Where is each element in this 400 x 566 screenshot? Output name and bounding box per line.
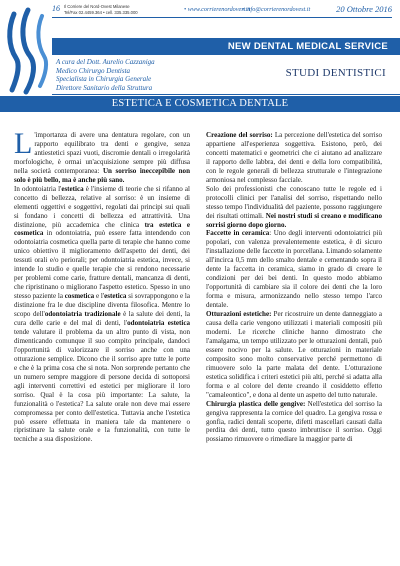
issue-date: 20 Ottobre 2016: [336, 4, 392, 14]
text-span: La percezione dell'estetica del sorriso appartiene all'esperienza soggettiva. Esistono, però, dei concetti matematici e geometrici che ci aiutano ad analizzare il rapporto delle labbra, dei denti e della loro compatibilità, con le regole generali di bellezza strutturale e l'integrazione armoniosa nel complesso facciale.: [206, 131, 382, 184]
emphasis-text: cosmetica: [64, 292, 95, 301]
emphasis-text: Nei nostri studi si creano e modificano sorrisi giorno dopo giorno.: [206, 211, 382, 229]
author-line-4: Direttore Sanitario della Struttura: [56, 83, 153, 92]
emphasis-text: estetica: [104, 292, 127, 301]
paragraph: [206, 131, 382, 185]
text-span: tende valutare il problema da un altro punto di vista, non dimenticando comunque il suo compito principale, dandoci l'opportunità di valorizzare il sorriso anche con una otturazione semplice. Dicono che il sorriso apre tutte le porte e che è la prima cosa che si nota. Non sorprende pertanto che un numero sempre maggiore di persone decida di sottoporsi agli interventi correttivi ed estetici per migliorare il loro sorriso. Qual è la cosa più importante: La salute, la funzionalità o l'estetica? La salute orale non deve mai essere compromessa per conto dell'estetica. Tuttavia anche l'estetica può essere effettuata in maniera tale da mantenere o ripristinare la salute orale e la funzionalità, con tutte le tecniche a sua disposizione.: [14, 327, 190, 444]
emphasis-text: Un sorriso ineccepibile non solo è più bello, ma è anche più sano.: [14, 166, 190, 184]
text-span: in odontoiatria, può essere fatta intendendo con odontoiatria cosmetica quella parte di terapie che hanno come unico obiettivo il miglioramento dell'aspetto dei denti, dei tessuti orali e/o periorali; per odontoiatria estetica, invece, si intende lo studio e quelle terapie che si rendono necessarie per problemi come carie, fratture dentali, mancanza di denti, che ripristinano o migliorano l'aspetto estetico. Spesso in uno stesso paziente la: [14, 229, 190, 301]
paragraph: [206, 310, 382, 400]
section-divider: [52, 94, 400, 95]
service-banner: NEW DENTAL MEDICAL SERVICE: [52, 38, 400, 55]
website-link[interactable]: • www.corrierenordovest.it: [184, 6, 251, 13]
text-span: è la salute dei denti, la cura delle carie e del mal di denti, l': [14, 310, 190, 328]
header-divider: [52, 17, 392, 18]
author-line-3: Specialista in Chirurgia Generale: [56, 75, 152, 84]
text-span: Per ricostruire un dente danneggiato a causa della carie vengono utilizzati i materiali compositi più moderni. Le ricerche cliniche hanno dimostrato che l'amalgama, un tempo utilizzato per le otturazioni dentali, può essere nocivo per la salute. Le otturazioni in materiale composito sono molto conservative perché permettono di rimuovere solo la parte malata del dente. L'otturazione estetica solidifica i criteri estetici più alti, perché si adatta alla forma e al colore del dente creando il cosiddetto effetto "camaleontico", e dona al dente un aspetto del tutto naturale.: [206, 310, 383, 399]
text-span: Solo dei professionisti che conoscano tutte le regole ed i protocolli clinici per l'analisi del sorriso, rispettando nello stesso tempo l'individualità del paziente, possono raggiungere dei risultati ottimali.: [206, 184, 382, 220]
author-block: [56, 58, 155, 92]
section-title: STUDI DENTISTICI: [285, 67, 386, 79]
paragraph: [14, 127, 190, 185]
drop-cap: L: [14, 127, 33, 160]
subheading: Creazione del sorriso:: [206, 131, 273, 139]
paragraph: [206, 229, 382, 310]
subheading: Chirurgia plastica delle gengive:: [206, 399, 306, 408]
paragraph: [206, 185, 382, 230]
text-span: è l'insieme di teorie che si rifanno al concetto di bellezza, relative al sorriso: è un insieme di elementi oggettivi e soggettivi, regolati dai principi sui quali si fondano i concetti di bellezza ed attrattività. Una distinzione, più accademica che clinica: [14, 184, 190, 229]
text-span: In odontoiatria l': [14, 184, 62, 193]
subheading: Otturazioni estetiche:: [206, 310, 272, 319]
article-title: ESTETICA E COSMETICA DENTALE: [0, 96, 400, 112]
emphasis-text: odontoiatria tradizionale: [44, 310, 121, 319]
emphasis-text: tra estetica e cosmetica: [14, 220, 190, 238]
text-span: si sovrappongono e la distinzione fra le due discipline diventa filosofica. Mentre lo scopo dell': [14, 292, 190, 319]
text-span: 'importanza di avere una dentatura regolare, con un rapporto equilibrato tra denti e gengive, senza antiestetici spazi vuoti, discromie dentali o irregolarità morfologiche, è ormai un'acquisizione sempre più diffusa nella società contemporanea:: [14, 131, 190, 175]
emphasis-text: odontoiatria estetica: [127, 319, 190, 328]
text-span: : Uno degli interventi odontoiatrici più popolari, con valenza prevalentemente estetica, è di sicuro l'installazione delle faccette in porcellana. Limando solamente all'incirca 0,5 mm dello smalto dentale e cementando sopra il dente la faccetta in ceramica, siamo in grado di creare le condizioni per dei bei denti. In questo modo abbiamo l'opportunità di cambiare sia il colore dei denti che la loro forma e misura, armonizzando nello stesso tempo l'arco dentale.: [206, 229, 382, 310]
logo-icon: [6, 6, 50, 96]
page-number: 16: [52, 4, 60, 13]
publisher-phone: Tel/Fax 02.4459.364 • cell. 335.335.000: [64, 10, 138, 15]
emphasis-text: estetica: [61, 184, 84, 193]
article-column-left: [14, 127, 190, 444]
author-line-2: Medico Chirurgo Dentista: [56, 66, 131, 75]
text-span: Nell'estetica del sorriso la gengiva rappresenta la cornice del quadro. La gengiva rossa e gonfia, radici dentali scoperte, difetti mascellari causati dalla perdita dei denti, tutto questo imbruttisce il sorriso. Oggi possiamo rimuovere o rimediare la maggior parte di: [206, 399, 382, 444]
text-span: e l': [94, 292, 105, 301]
paragraph: [206, 400, 382, 445]
email-link[interactable]: • info@corrierenordovest.it: [242, 6, 311, 13]
publisher-name: Il Corriere del Nord-Ovest Milanese: [64, 4, 130, 9]
paragraph: [14, 185, 190, 445]
top-bar: [52, 4, 392, 38]
article-column-right: [206, 131, 382, 444]
author-line-1: A cura del Dott. Aurelio Cazzaniga: [56, 58, 155, 66]
subheading: Faccette in ceramica: [206, 229, 270, 238]
